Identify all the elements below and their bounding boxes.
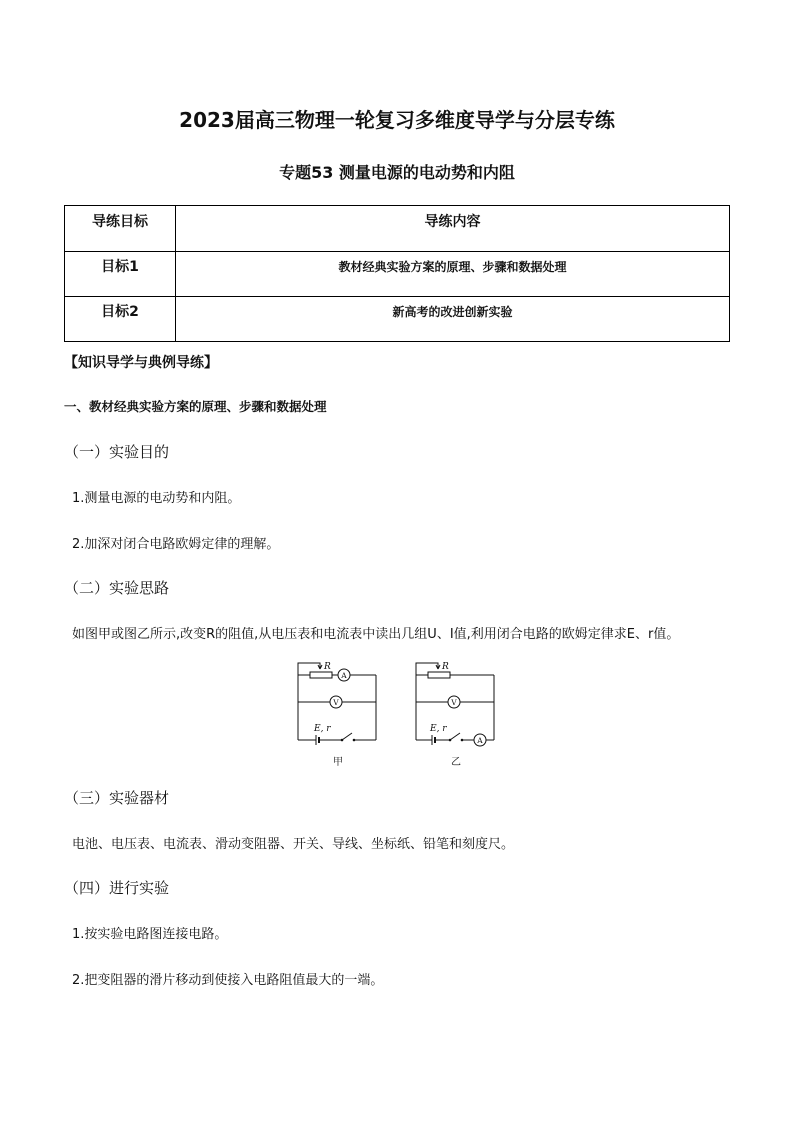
- procedure-item-1: 1.按实验电路图连接电路。: [72, 927, 228, 942]
- purpose-item-1: 1.测量电源的电动势和内阻。: [72, 491, 241, 506]
- purpose-heading: （一）实验目的: [64, 443, 170, 461]
- equipment-text: 电池、电压表、电流表、滑动变阻器、开关、导线、坐标纸、铅笔和刻度尺。: [72, 837, 515, 852]
- goal-target-cell: 目标2: [65, 297, 176, 342]
- source-label: E, r: [430, 724, 447, 734]
- ammeter-label: A: [477, 736, 483, 745]
- resistor-label: R: [442, 662, 449, 672]
- goal-content-cell: 教材经典实验方案的原理、步骤和数据处理: [176, 252, 730, 297]
- topic-subtitle: 专题53 测量电源的电动势和内阻: [279, 163, 515, 182]
- procedure-heading: （四）进行实验: [64, 879, 170, 897]
- goals-table-header: [65, 206, 730, 252]
- goal-content-cell: 新高考的改进创新实验: [176, 297, 730, 342]
- idea-heading: （二）实验思路: [64, 579, 170, 597]
- goals-header-target: 导练目标: [65, 206, 176, 252]
- idea-text: 如图甲或图乙所示,改变R的阻值,从电压表和电流表中读出几组U、I值,利用闭合电路的欧姆定律求E、r值。: [72, 627, 680, 642]
- goals-table: [64, 205, 730, 342]
- figure-caption: 乙: [451, 757, 461, 768]
- table-row: [65, 297, 730, 342]
- procedure-item-2: 2.把变阻器的滑片移动到使接入电路阻值最大的一端。: [72, 973, 384, 988]
- section-heading: 【知识导学与典例导练】: [64, 355, 218, 371]
- page-title: 2023届高三物理一轮复习多维度导学与分层专练: [179, 108, 615, 132]
- resistor-label: R: [324, 662, 331, 672]
- circuit-diagram-b: [408, 655, 508, 770]
- figure-caption: 甲: [333, 757, 343, 768]
- table-row: [65, 252, 730, 297]
- goals-header-content: 导练内容: [176, 206, 730, 252]
- equipment-heading: （三）实验器材: [64, 789, 170, 807]
- part-one-heading: 一、教材经典实验方案的原理、步骤和数据处理: [64, 399, 327, 414]
- purpose-item-2: 2.加深对闭合电路欧姆定律的理解。: [72, 537, 280, 552]
- goal-target-cell: 目标1: [65, 252, 176, 297]
- source-label: E, r: [314, 724, 331, 734]
- circuit-diagram-a: [290, 655, 390, 770]
- voltmeter-label: V: [451, 698, 457, 707]
- voltmeter-label: V: [333, 698, 339, 707]
- ammeter-label: A: [341, 671, 347, 680]
